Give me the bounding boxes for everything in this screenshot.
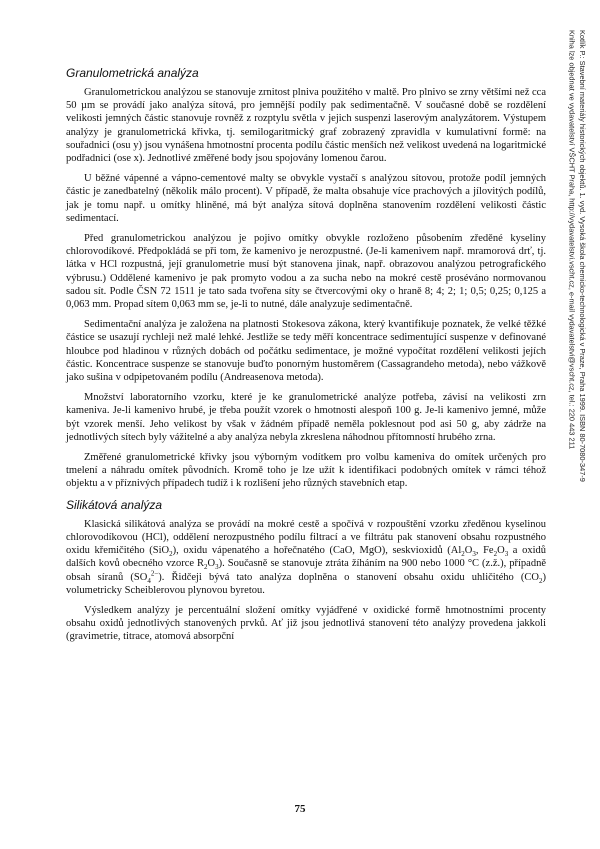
page-number: 75: [294, 803, 306, 815]
section-heading-silicate: Silikátová analýza: [66, 497, 163, 512]
paragraph: Granulometrickou analýzou se stanovuje zrnitost plniva použitého v maltě. Pro plnivo se zrny většími než cca 50 µm se provádí jako analýza sítová, pro jemnější podíly pak sedimentačně. V současné době se rozdělení velikosti jemných částic stanovuje rovněž z rozptylu světla v jejich suspenzi laserovým analyzátorem. Výstupem analýzy je granulometrická křivka, tj. semilogaritmický graf zobrazený zpravidla v kumulativní formě: na souřadnici (osu y) jsou vynášena hmotnostní procenta podílu částic menších než velikost uvedená na logaritmické podřadnici (ose x). Jednotlivé změřené body jsou spojovány lomenou čarou.: [66, 87, 546, 165]
side-citation-line: Kniha lze objednat ve vydavatelství VŠCHT Praha, http://vydavatelstvi.vscht.cz, e-mail vydavatelstvi@vscht.cz, tel.: 220 443 211: [567, 30, 577, 450]
side-citation-line: Kotlík P.: Stavební materiály historických objektů. 1. vyd. Vysoká škola chemicko-technologická v Praze, Praha 1999. ISBN 80-7080-347-9: [578, 30, 587, 482]
paragraph-silicate-intro: Klasická silikátová analýza se provádí na mokré cestě a spočívá v rozpouštění vzorku zředěnou kyselinou chlorovodíkovou (HCl), oddělení nerozpustného podílu filtrací a ve filtrátu pak stanovení obsahu rozpustného oxidu křemičitého (SiO$_2$), oxidu vápenatého a hořečnatého (CaO, MgO), seskvioxidů ($Al_2O_3$, $Fe_2O_3$ a oxidů dalších kovů obecného vzorce $R_2O_3$). Současně se stanovuje ztráta žíháním na 900 nebo 1000 °C (z.ž.), případně obsah síranů $(SO_4^{2-})$. Řidčeji bývá tato analýza doplněna o stanovení obsahu oxidu uhličitého $(CO_2)$ volumetricky Scheiblerovou plynovou byretou.: [66, 518, 547, 596]
paragraph: Změřené granulometrické křivky jsou výborným vodítkem pro volbu kameniva do omítek určených pro tmelení a náhradu omítek původních. Kromě toho je lze užít k identifikaci podobných omítek v rámci téhož objektu a v příznivých případech tudíž i k rozlišení jeho různých stavebních etap.: [66, 452, 546, 490]
page-content: [66, 66, 546, 651]
paragraph: Před granulometrickou analýzou je pojivo omítky obvykle rozloženo působením zředěné kyseliny chlorovodíkové. Předpokládá se při tom, že kamenivo je nerozpustné. (Je-li kamenivem např. mramorová drť, tj. látka v HCl rozpustná, její granulometrie musí být stanovena jinak, např. obrazovou analýzou petrografického výbrusu.) Oddělené kamenivo je pak promyto vodou a za sucha nebo na mokré cestě proséváno normovanou sadou sít. Podle ČSN 72 1511 je tato sada tvořena síty se čtvercovými oky o hraně 8; 4; 2; 1; 0,5; 0,25; 0,125 a 0,063 mm. Propad sítem 0,063 mm se, je-li to nutné, dále analyzuje sedimentačně.: [66, 233, 546, 311]
side-citation: [566, 30, 587, 590]
paragraph: Množství laboratorního vzorku, které je ke granulometrické analýze potřeba, závisí na velikosti zrn kameniva. Je-li kamenivo hrubé, je třeba použít vzorek o hmotnosti alespoň 100 g. Je-li kamenivo jemné, může být vzorek menší. Jeho velikost by však v žádném případě neměla poklesnout pod asi 50 g, aby zádrže na jednotlivých sítech byly vážitelné a aby analýza nebyla zkreslena náhodnou přítomností hrubého zrna.: [66, 392, 546, 443]
section-heading-granulometric: Granulometrická analýza: [66, 66, 199, 80]
paragraph: Sedimentační analýza je založena na platnosti Stokesova zákona, který kvantifikuje poznatek, že velké těžké částice se usazují rychleji než malé lehké. Jestliže se tedy měří koncentrace sedimentující suspenze v definované hloubce pod hladinou v různých dobách od počátku sedimentace, je možné vypočítat rozdělení velikosti jejích částic. Koncentrace suspenze se stanovuje buďto ponorným hustoměrem (Cassagrandeho metoda), nebo vážkově jako sušina v odpipetovaném podílu (Andreasenova metoda).: [66, 319, 546, 384]
paragraph: U běžné vápenné a vápno-cementové malty se obvykle vystačí s analýzou sítovou, protože podíl jemných částic je zanedbatelný (několik málo procent). V případě, že malta obsahuje více prachových a jílovitých podílů, jak je tomu např. u omítky hliněné, má být analýza sítová doplněna stanovením rozdělení velikosti částic sedimentací.: [66, 173, 546, 224]
paragraph: Výsledkem analýzy je percentuální složení omítky vyjádřené v oxidické formě hmotnostními procenty obsahu oxidů jednotlivých stanovených prvků. Ať již jsou jednotlivá stanovení této analýzy provedena jakkoli (gravimetrie, titrace, atomová absorpční: [66, 604, 546, 643]
